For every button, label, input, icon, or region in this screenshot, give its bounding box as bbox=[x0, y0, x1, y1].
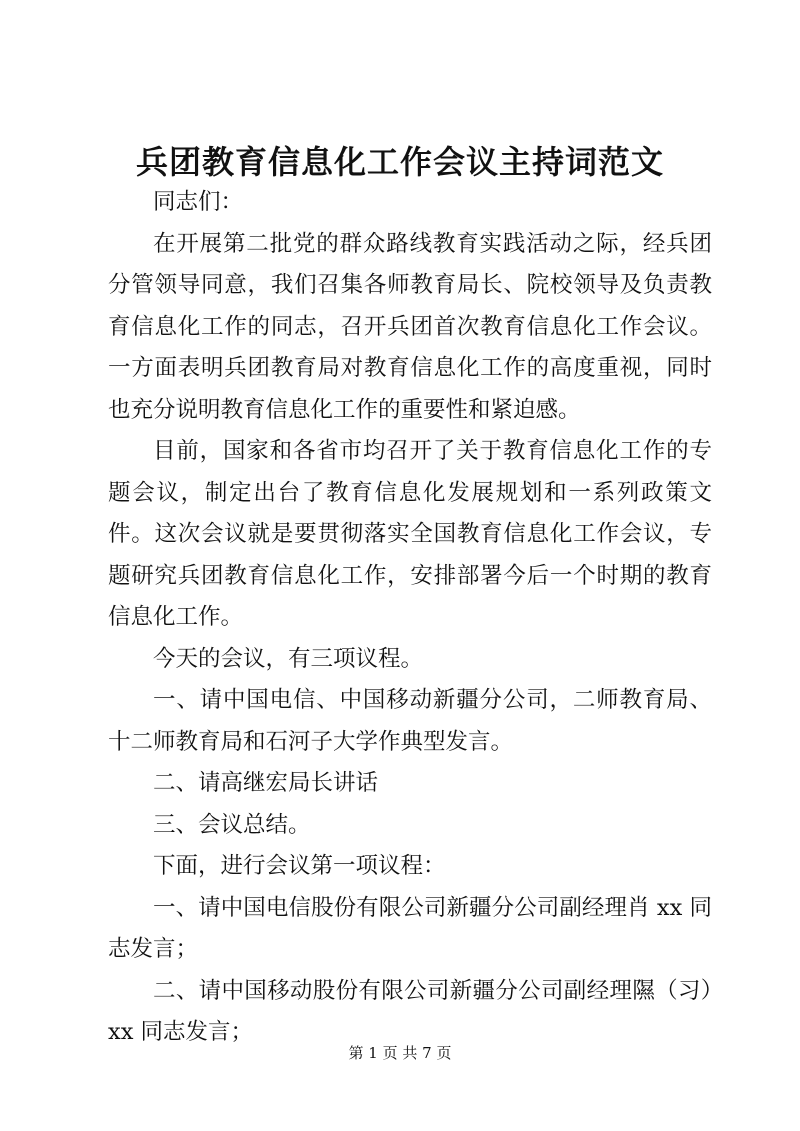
paragraph-agenda-item-2: 二、请高继宏局长讲话 bbox=[153, 770, 379, 796]
paragraph-intro: 在开展第二批党的群众路线教育实践活动之际，经兵团分管领导同意，我们召集各师教育局长、院校领导及负责教育信息化工作的同志，召开兵团首次教育信息化工作会议。一方面表明兵团教育局对教育信息化工作的高度重视，同时也充分说明教育信息化工作的重要性和紧迫感。 bbox=[108, 230, 712, 423]
paragraph-first-item-intro: 下面，进行会议第一项议程： bbox=[153, 853, 446, 879]
paragraph-salutation: 同志们： bbox=[153, 189, 244, 215]
paragraph-agenda-item-3: 三、会议总结。 bbox=[153, 811, 311, 838]
document-body bbox=[108, 182, 712, 1054]
paragraph-background: 目前，国家和各省市均召开了关于教育信息化工作的专题会议，制定出台了教育信息化发展规划和一系列政策文件。这次会议就是要贯彻落实全国教育信息化工作会议，专题研究兵团教育信息化工作，安排部署今后一个时期的教育信息化工作。 bbox=[108, 438, 712, 630]
paragraph-speaker-2: 二、请中国移动股份有限公司新疆分公司副经理隰（习）xx 同志发言； bbox=[108, 977, 712, 1045]
document-title: 兵团教育信息化工作会议主持词范文 bbox=[135, 143, 664, 181]
paragraph-agenda-intro: 今天的会议，有三项议程。 bbox=[153, 645, 424, 672]
page-number-footer: 第 1 页 共 7 页 bbox=[348, 1044, 452, 1062]
paragraph-agenda-item-1: 一、请中国电信、中国移动新疆分公司，二师教育局、十二师教育局和石河子大学作典型发言。 bbox=[108, 687, 712, 755]
paragraph-speaker-1: 一、请中国电信股份有限公司新疆分公司副经理肖 xx 同志发言； bbox=[108, 894, 712, 962]
